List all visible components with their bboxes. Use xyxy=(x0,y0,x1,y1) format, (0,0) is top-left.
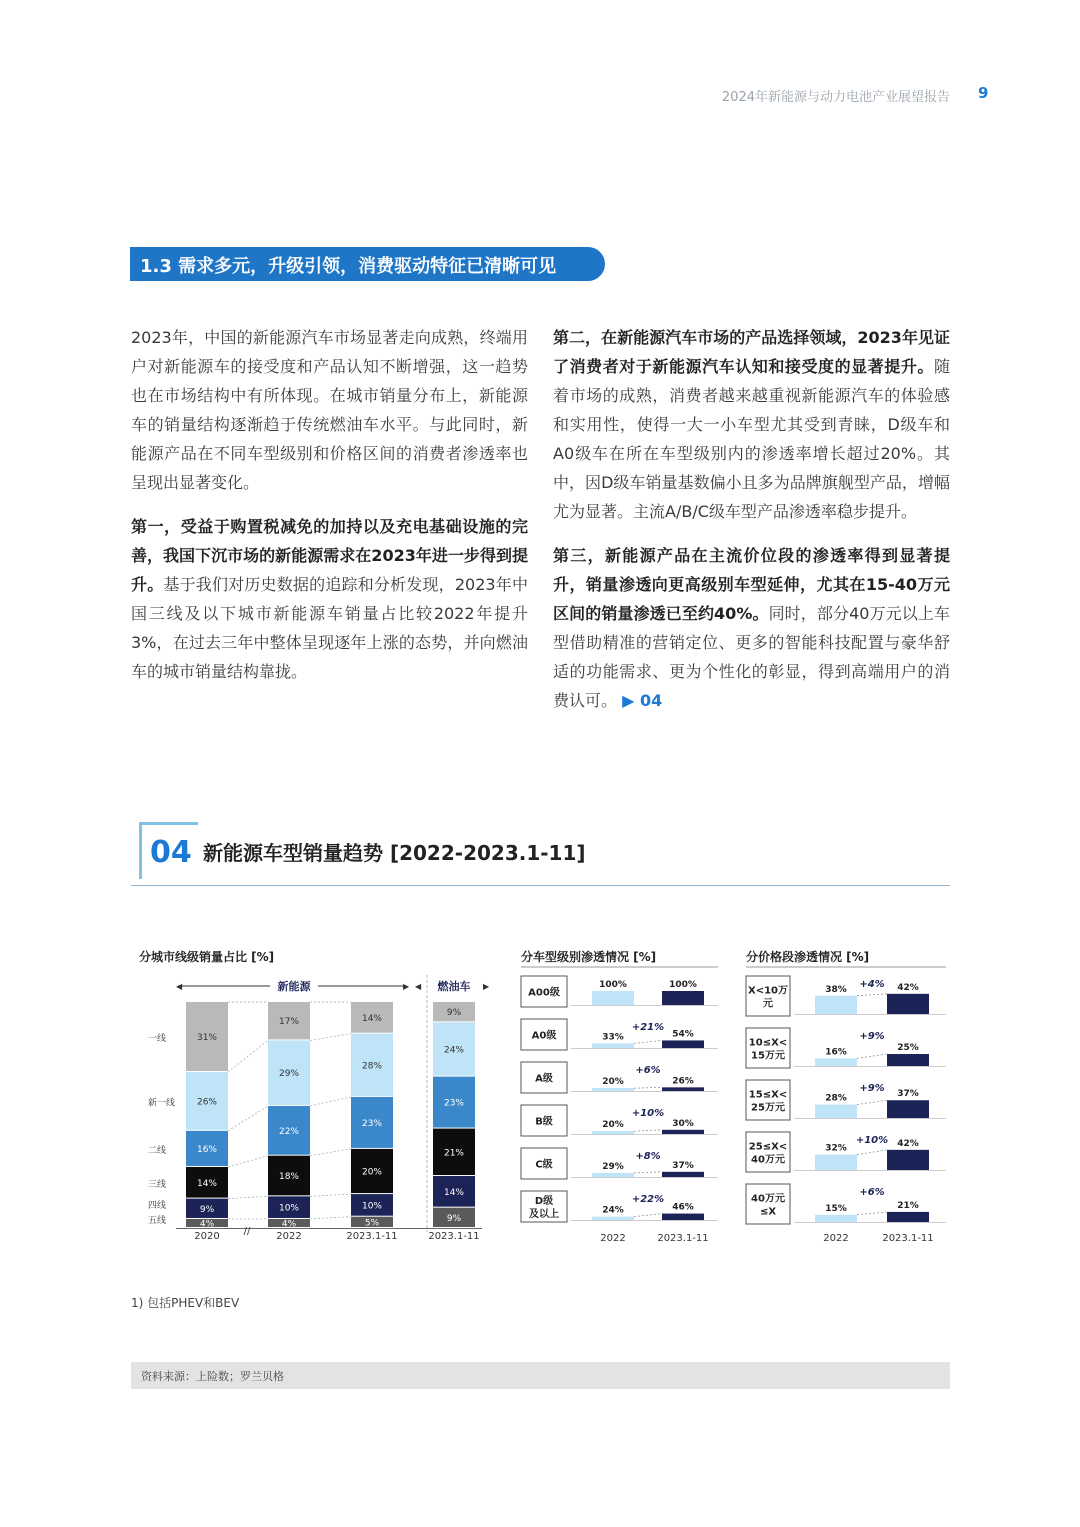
connector-line xyxy=(228,1040,268,1072)
bar-value-label: 23% xyxy=(361,1118,383,1129)
bar-value-label: 26% xyxy=(672,1076,694,1087)
penetration-bar xyxy=(887,1212,929,1222)
bar-value-label: 14% xyxy=(443,1187,465,1198)
change-connector xyxy=(634,1130,662,1131)
x-tick-label: 2023.1-11 xyxy=(428,1231,480,1242)
bar-value-label: 37% xyxy=(897,1089,919,1100)
bar-value-label: 42% xyxy=(897,1138,919,1149)
row-label: B级 xyxy=(535,1116,553,1128)
x-tick-label: 2023.1-11 xyxy=(346,1231,398,1242)
paragraph-lead: 第二，在新能源汽车市场的产品选择领域，2023年见证了消费者对于新能源汽车认知和接受度的显著提升。 xyxy=(553,328,950,376)
legend-tier-label: 一线 xyxy=(148,1034,167,1045)
paragraph-text: 同时，部分40万元以上车型借助精准的营销定位、更多的智能科技配置与豪华舒适的功能需求、更为个性化的彰显，得到高端用户的消费认可。 xyxy=(553,604,950,710)
row-label: 25万元 xyxy=(751,1102,785,1114)
bar-value-label: 28% xyxy=(825,1093,847,1104)
bar-value-label: 46% xyxy=(672,1202,694,1213)
bar-value-label: 24% xyxy=(602,1205,624,1216)
bar-value-label: 26% xyxy=(196,1097,218,1108)
penetration-bar xyxy=(887,994,929,1014)
connector-line xyxy=(228,1106,268,1131)
change-connector xyxy=(857,1150,887,1155)
row-label: A00级 xyxy=(528,987,560,999)
bar-value-label: 30% xyxy=(672,1118,694,1129)
bar-value-label: 21% xyxy=(897,1200,919,1211)
penetration-bar xyxy=(662,1214,704,1220)
change-label: +6% xyxy=(859,1187,885,1198)
change-label: +21% xyxy=(631,1022,665,1033)
change-connector xyxy=(634,1214,662,1217)
change-connector xyxy=(857,1212,887,1215)
paragraph-lead: 第一，受益于购置税减免的加持以及充电基础设施的完善，我国下沉市场的新能源需求在2023年进一步得到提升。 xyxy=(131,517,528,594)
legend-tier-label: 新一线 xyxy=(148,1098,176,1109)
page-number: 9 xyxy=(978,84,989,102)
arrow-right-icon: ▶ xyxy=(403,982,410,991)
penetration-bar xyxy=(592,1088,634,1091)
change-label: +9% xyxy=(859,1083,885,1094)
bar-value-label: 54% xyxy=(672,1029,694,1040)
row-label: 元 xyxy=(763,998,773,1010)
change-label: +4% xyxy=(859,979,885,990)
row-label: A级 xyxy=(535,1073,553,1085)
row-label: ≤X xyxy=(759,1206,777,1218)
penetration-bar xyxy=(662,1130,704,1134)
penetration-bar xyxy=(815,996,857,1014)
x-tick-label: 2023.1-11 xyxy=(657,1233,709,1244)
bar-value-label: 17% xyxy=(278,1017,300,1028)
bar-value-label: 31% xyxy=(196,1033,218,1044)
legend-tier-label: 二线 xyxy=(148,1145,167,1156)
row-label: 15万元 xyxy=(751,1050,785,1062)
bar-value-label: 5% xyxy=(364,1218,380,1229)
group-label-ice: 燃油车 xyxy=(437,980,471,993)
penetration-bar xyxy=(662,1040,704,1048)
chart1-title: 分城市线级销量占比 [%] xyxy=(139,950,275,964)
bar-value-label: 18% xyxy=(278,1172,300,1183)
bar-value-label: 4% xyxy=(281,1219,297,1230)
bar-value-label: 24% xyxy=(443,1045,465,1056)
penetration-bar xyxy=(592,991,634,1005)
change-connector xyxy=(634,1087,662,1088)
bar-value-label: 37% xyxy=(672,1160,694,1171)
bar-value-label: 25% xyxy=(897,1043,919,1053)
bar-value-label: 28% xyxy=(361,1061,383,1072)
section-title: 1.3 需求多元，升级引领，消费驱动特征已清晰可见 xyxy=(140,256,557,277)
penetration-bar xyxy=(815,1105,857,1118)
change-label: +10% xyxy=(855,1135,889,1146)
bar-value-label: 14% xyxy=(361,1013,383,1024)
arrow-left-icon: ◀ xyxy=(415,982,422,991)
connector-line xyxy=(228,1156,268,1167)
bar-value-label: 16% xyxy=(196,1144,218,1155)
bar-value-label: 29% xyxy=(278,1069,300,1080)
bar-value-label: 9% xyxy=(446,1008,462,1019)
change-label: +22% xyxy=(631,1194,665,1205)
bar-value-label: 10% xyxy=(361,1201,383,1212)
change-label: +6% xyxy=(635,1065,661,1076)
report-title: 2024年新能源与动力电池产业展望报告 xyxy=(721,90,950,105)
bar-value-label: 100% xyxy=(599,980,627,990)
axis-break-mark: // xyxy=(243,1226,251,1237)
row-label: 及以上 xyxy=(529,1209,559,1220)
penetration-bar xyxy=(592,1173,634,1177)
x-tick-label: 2020 xyxy=(194,1231,220,1242)
row-label: X<10万 xyxy=(747,985,789,997)
chart3-title: 分价格段渗透情况 [%] xyxy=(746,950,870,964)
row-label: 40万元 xyxy=(751,1193,785,1205)
footnote: 1) 包括PHEV和BEV xyxy=(131,1296,240,1310)
x-tick-label: 2023.1-11 xyxy=(882,1233,934,1244)
bar-value-label: 14% xyxy=(196,1178,218,1189)
change-connector xyxy=(857,994,887,996)
penetration-bar xyxy=(815,1155,857,1170)
x-tick-label: 2022 xyxy=(276,1231,302,1242)
penetration-bar xyxy=(662,1172,704,1177)
chart2-title: 分车型级别渗透情况 [%] xyxy=(521,950,657,964)
legend-tier-label: 四线 xyxy=(148,1201,167,1211)
source-text: 资料来源：上险数；罗兰贝格 xyxy=(141,1370,284,1383)
penetration-bar xyxy=(887,1100,929,1118)
row-label: 15≤X< xyxy=(748,1089,788,1101)
bar-value-label: 38% xyxy=(825,984,847,995)
bar-value-label: 20% xyxy=(602,1120,624,1130)
row-label: A0级 xyxy=(531,1030,557,1042)
change-label: +8% xyxy=(635,1151,661,1162)
connector-line xyxy=(310,1149,351,1156)
connector-line xyxy=(310,1194,351,1196)
change-label: +10% xyxy=(631,1108,665,1119)
penetration-bar xyxy=(887,1054,929,1066)
change-label: +9% xyxy=(859,1031,885,1042)
penetration-bar xyxy=(815,1058,857,1066)
bar-value-label: 15% xyxy=(825,1203,847,1214)
source-bar xyxy=(131,1362,950,1389)
change-connector xyxy=(857,1054,887,1058)
bar-value-label: 10% xyxy=(278,1203,300,1214)
bar-value-label: 100% xyxy=(669,980,697,990)
x-tick-label: 2022 xyxy=(823,1233,849,1244)
row-label: 40万元 xyxy=(751,1154,785,1166)
bar-value-label: 32% xyxy=(825,1143,847,1154)
bar-value-label: 20% xyxy=(602,1077,624,1087)
bar-value-label: 9% xyxy=(199,1204,215,1215)
bar-value-label: 22% xyxy=(278,1126,300,1137)
figure-reference-link[interactable]: ▶ 04 xyxy=(622,691,663,710)
paragraph-text: 基于我们对历史数据的追踪和分析发现，2023年中国三线及以下城市新能源车销量占比较2022年提升3%，在过去三年中整体呈现逐年上涨的态势，并向燃油车的城市销量结构靠拢。 xyxy=(131,575,528,681)
connector-line xyxy=(310,1034,351,1041)
bar-value-label: 42% xyxy=(897,982,919,993)
paragraph-text: 2023年，中国的新能源汽车市场显著走向成熟，终端用户对新能源车的接受度和产品认知不断增强，这一趋势也在市场结构中有所体现。在城市销量分布上，新能源车的销量结构逐渐趋于传统燃油车水平。与此同时，新能源产品在不同车型级别和价格区间的消费者渗透率也呈现出显著变化。 xyxy=(131,328,528,492)
connector-line xyxy=(310,1097,351,1106)
change-connector xyxy=(634,1040,662,1043)
penetration-bar xyxy=(662,991,704,1005)
arrow-right-icon: ▶ xyxy=(483,982,490,991)
bar-value-label: 4% xyxy=(199,1219,215,1230)
paragraph-lead: 第三，新能源产品在主流价位段的渗透率得到显著提升，销量渗透向更高级别车型延伸，尤其在15-40万元区间的销量渗透已至约40%。 xyxy=(553,546,950,623)
row-label: 25≤X< xyxy=(748,1141,788,1153)
penetration-bar xyxy=(592,1217,634,1220)
figure-number: 04 xyxy=(150,835,192,870)
bar-value-label: 23% xyxy=(443,1098,465,1109)
legend-tier-label: 三线 xyxy=(148,1179,167,1190)
connector-line xyxy=(310,1217,351,1219)
connector-line xyxy=(228,1196,268,1198)
change-connector xyxy=(857,1100,887,1104)
penetration-bar xyxy=(662,1087,704,1091)
bar-value-label: 33% xyxy=(602,1032,624,1043)
figure-title: 新能源车型销量趋势 [2022-2023.1-11] xyxy=(203,841,586,865)
bar-value-label: 9% xyxy=(446,1213,462,1224)
legend-tier-label: 五线 xyxy=(148,1216,167,1226)
penetration-bar xyxy=(815,1215,857,1222)
paragraph-text: 随着市场的成熟，消费者越来越重视新能源汽车的体验感和实用性，使得一大一小车型尤其受到青睐，D级车和A0级车在所在车型级别内的渗透率增长超过20%。其中，因D级车销量基数偏小且多为品牌旗舰型产品，增幅尤为显著。主流A/B/C级车型产品渗透率稳步提升。 xyxy=(553,357,950,521)
bar-value-label: 21% xyxy=(443,1148,465,1159)
bar-value-label: 20% xyxy=(361,1167,383,1178)
group-label-nev: 新能源 xyxy=(277,980,311,993)
row-label: C级 xyxy=(535,1159,553,1171)
row-label: D级 xyxy=(534,1196,554,1207)
change-connector xyxy=(634,1172,662,1173)
row-label: 10≤X< xyxy=(748,1037,788,1049)
penetration-bar xyxy=(887,1150,929,1170)
bar-value-label: 29% xyxy=(602,1161,624,1172)
arrow-left-icon: ◀ xyxy=(176,982,183,991)
x-tick-label: 2022 xyxy=(600,1233,626,1244)
penetration-bar xyxy=(592,1043,634,1048)
penetration-bar xyxy=(592,1131,634,1134)
bar-value-label: 16% xyxy=(825,1047,847,1058)
